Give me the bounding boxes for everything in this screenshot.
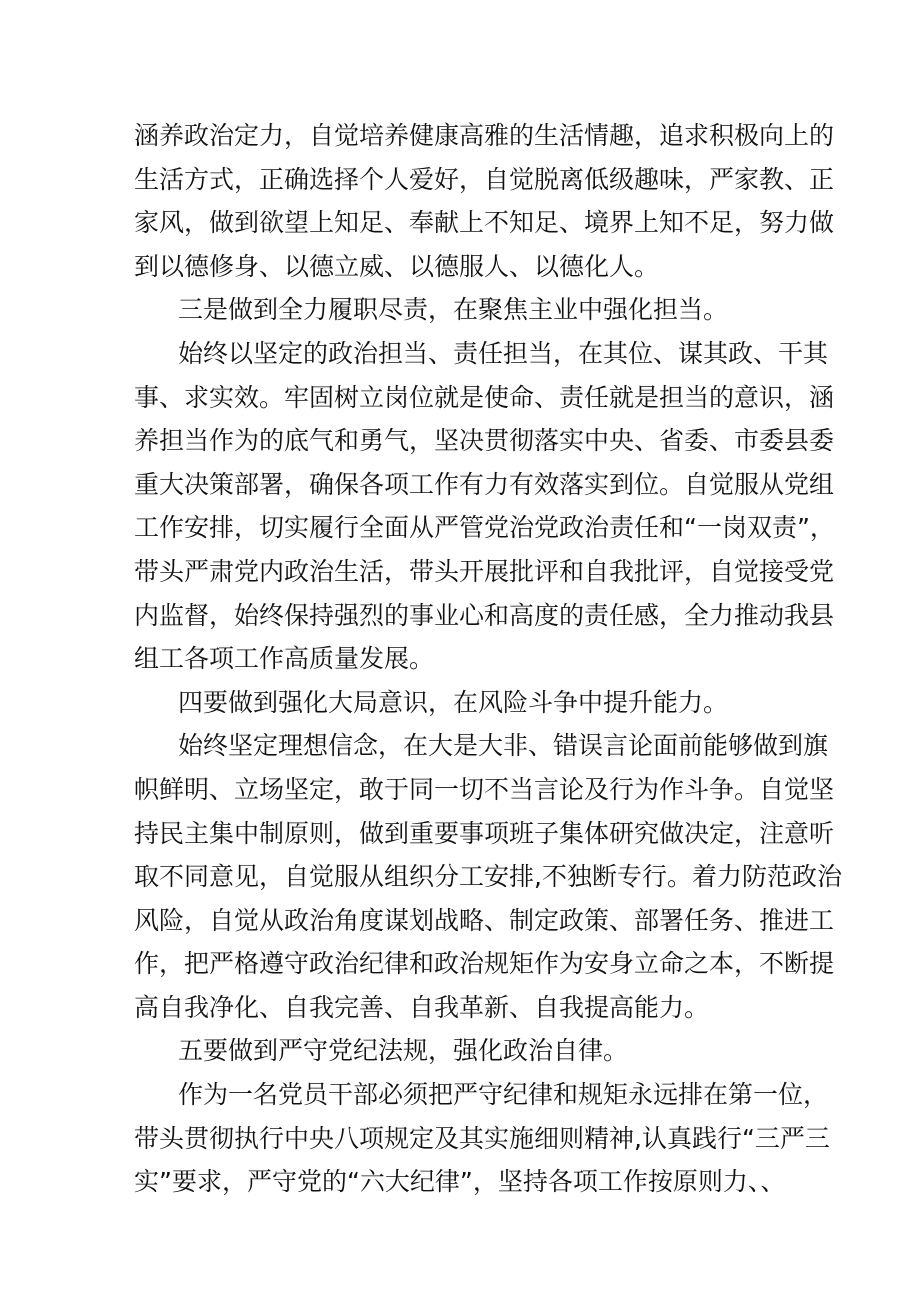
text-line: 涵养政治定力，自觉培养健康高雅的生活情趣，追求积极向上的 xyxy=(134,121,835,150)
text-line: 工作安排，切实履行全面从严管党治党政治责任和“一岗双责”， xyxy=(134,513,835,543)
text-line: 始终以坚定的政治担当、责任担当，在其位、谋其政、干其 xyxy=(178,338,829,368)
text-line: 事、求实效。牢固树立岗位就是使命、责任就是担当的意识，涵 xyxy=(134,382,835,412)
text-line: 高自我净化、自我完善、自我革新、自我提高能力。 xyxy=(134,992,710,1022)
text-line: 取不同意见，自觉服从组织分工安排,不独断专行。着力防范政治 xyxy=(134,862,842,892)
text-line: 重大决策部署，确保各项工作有力有效落实到位。自觉服从党组 xyxy=(134,469,835,499)
text-line: 实”要求，严守党的“六大纪律”，坚持各项工作按原则力、、 xyxy=(134,1167,786,1197)
text-line: 始终坚定理想信念，在大是大非、错误言论面前能够做到旗 xyxy=(178,731,829,761)
section-heading: 三是做到全力履职尽责，在聚焦主业中强化担当。 xyxy=(178,295,729,325)
section-heading: 五要做到严守党纪法规，强化政治自律。 xyxy=(178,1036,629,1066)
text-line: 持民主集中制原则，做到重要事项班子集体研究做决定，注意听 xyxy=(134,818,835,848)
text-line: 带头严肃党内政治生活，带头开展批评和自我批评，自觉接受党 xyxy=(134,556,835,586)
text-line: 作为一名党员干部必须把严守纪律和规矩永远排在第一位， xyxy=(178,1080,829,1110)
text-line: 到以德修身、以德立威、以德服人、以德化人。 xyxy=(134,251,660,281)
text-line: 带头贯彻执行中央八项规定及其实施细则精神,认真践行“三严三 xyxy=(134,1123,830,1153)
text-line: 作，把严格遵守政治纪律和政治规矩作为安身立命之本，不断提 xyxy=(134,949,835,979)
section-heading: 四要做到强化大局意识，在风险斗争中提升能力。 xyxy=(178,687,729,717)
text-line: 组工各项工作高质量发展。 xyxy=(134,644,435,674)
text-line: 内监督，始终保持强烈的事业心和高度的责任感，全力推动我县 xyxy=(134,600,835,630)
text-line: 家风，做到欲望上知足、奉献上不知足、境界上知不足，努力做 xyxy=(134,208,835,238)
text-line: 生活方式，正确选择个人爱好，自觉脱离低级趣味，严家教、正 xyxy=(134,164,835,194)
text-line: 风险，自觉从政治角度谋划战略、制定政策、部署任务、推进工 xyxy=(134,905,835,935)
document-body xyxy=(134,114,842,1204)
text-line: 帜鲜明、立场坚定，敢于同一切不当言论及行为作斗争。自觉坚 xyxy=(134,774,835,804)
text-line: 养担当作为的底气和勇气，坚决贯彻落实中央、省委、市委县委 xyxy=(134,426,835,456)
